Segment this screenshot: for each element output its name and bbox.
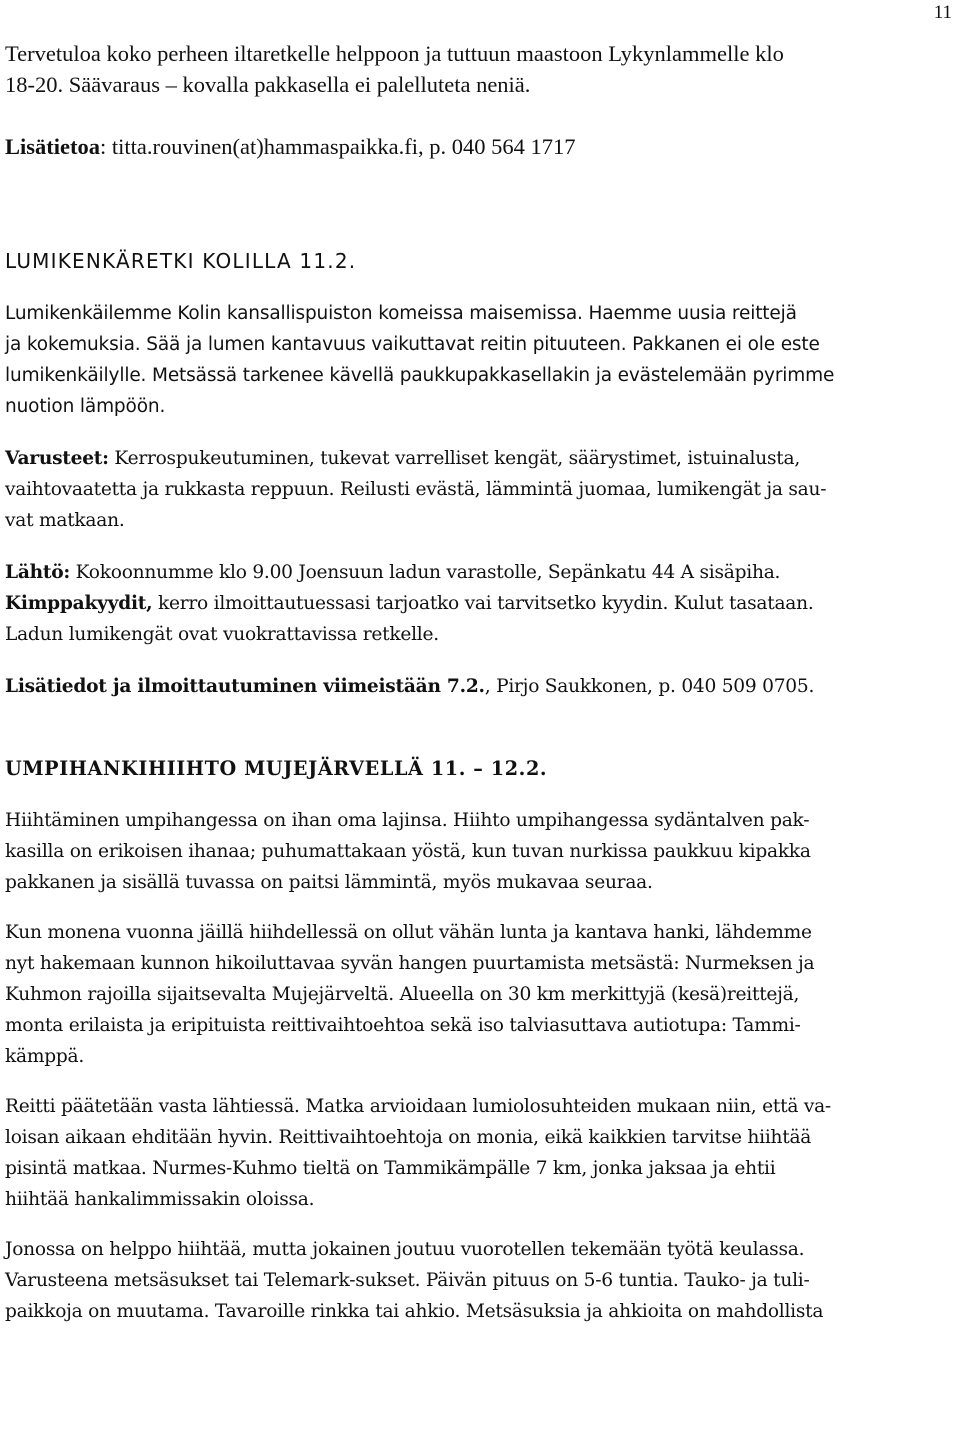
section1-paragraph xyxy=(5,298,950,422)
text-line: monta erilaista ja eripituista reittivaihtoehtoa sekä iso talviasuttava autiotupa: Tammi- xyxy=(5,1015,801,1036)
text-line: kämppä. xyxy=(5,1046,85,1067)
page-content xyxy=(5,38,950,1327)
section2-paragraph xyxy=(5,1091,950,1215)
gear-paragraph xyxy=(5,443,950,536)
registration-paragraph xyxy=(5,671,950,702)
page-number: 11 xyxy=(933,2,952,23)
text-line: Reitti päätetään vasta lähtiessä. Matka arvioidaan lumiolosuhteiden mukaan niin, että va- xyxy=(5,1096,831,1117)
departure-paragraph xyxy=(5,557,950,650)
text-line: Kuhmon rajoilla sijaitsevalta Mujejärveltä. Alueella on 30 km merkittyjä (kesä)reittejä, xyxy=(5,984,800,1005)
text-line: Kun monena vuonna jäillä hiihdellessä on ollut vähän lunta ja kantava hanki, lähdemme xyxy=(5,922,812,943)
text-line: Lumikenkäilemme Kolin kansallispuiston komeissa maisemissa. Haemme uusia reittejä xyxy=(5,303,797,324)
registration-text: , Pirjo Saukkonen, p. 040 509 0705. xyxy=(484,676,815,697)
text-line: nyt hakemaan kunnon hikoiluttavaa syvän hangen puurtamista metsästä: Nurmeksen ja xyxy=(5,953,815,974)
section2-paragraph xyxy=(5,917,950,1072)
section-heading-lumikenkaretki: LUMIKENKÄRETKI KOLILLA 11.2. xyxy=(5,249,357,273)
intro-line: 18-20. Säävaraus – kovalla pakkasella ei palelluteta neniä. xyxy=(5,72,531,97)
contact-label: Lisätietoa xyxy=(5,134,100,159)
text-line: pakkanen ja sisällä tuvassa on paitsi lämmintä, myös mukavaa seuraa. xyxy=(5,872,653,893)
text-line: ja kokemuksia. Sää ja lumen kantavuus vaikuttavat reitin pituuteen. Pakkanen ei ole este xyxy=(5,334,820,355)
gear-label: Varusteet: xyxy=(5,448,109,469)
text-line: Varusteena metsäsukset tai Telemark-sukset. Päivän pituus on 5-6 tuntia. Tauko- ja tuli- xyxy=(5,1270,810,1291)
text-line: Jonossa on helppo hiihtää, mutta jokainen joutuu vuorotellen tekemään työtä keulassa. xyxy=(5,1239,805,1260)
registration-label: Lisätiedot ja ilmoittautuminen viimeistään 7.2. xyxy=(5,676,485,697)
text-line: lumikenkäilylle. Metsässä tarkenee kävellä paukkupakkasellakin ja evästelemään pyrimme xyxy=(5,365,835,386)
text-line: Kerrospukeutuminen, tukevat varrelliset kengät, säärystimet, istuinalusta, xyxy=(108,448,800,469)
text-line: nuotion lämpöön. xyxy=(5,396,166,417)
rental-text: Ladun lumikengät ovat vuokrattavissa retkelle. xyxy=(5,624,439,645)
intro-line: Tervetuloa koko perheen iltaretkelle helppoon ja tuttuun maastoon Lykynlammelle klo xyxy=(5,41,784,66)
section-heading-umpihankihiihto: UMPIHANKIHIIHTO MUJEJÄRVELLÄ 11. – 12.2. xyxy=(5,757,548,780)
departure-label: Lähtö: xyxy=(5,562,70,583)
intro-text xyxy=(5,38,950,100)
carpool-text: kerro ilmoittautuessasi tarjoatko vai tarvitsetko kyydin. Kulut tasataan. xyxy=(152,593,814,614)
text-line: vat matkaan. xyxy=(5,510,125,531)
text-line: hiihtää hankalimmissakin oloissa. xyxy=(5,1189,315,1210)
text-line: kasilla on erikoisen ihanaa; puhumattakaan yöstä, kun tuvan nurkissa paukkuu kipakka xyxy=(5,841,811,862)
carpool-label: Kimppakyydit, xyxy=(5,593,153,614)
departure-text: Kokoonnumme klo 9.00 Joensuun ladun varastolle, Sepänkatu 44 A sisäpiha. xyxy=(70,562,781,583)
intro-contact xyxy=(5,131,950,162)
text-line: loisan aikaan ehditään hyvin. Reittivaihtoehtoja on monia, eikä kaikkien tarvitse hiihtää xyxy=(5,1127,812,1148)
text-line: vaihtovaatetta ja rukkasta reppuun. Reilusti evästä, lämmintä juomaa, lumikengät ja sau- xyxy=(5,479,827,500)
text-line: paikkoja on muutama. Tavaroille rinkka tai ahkio. Metsäsuksia ja ahkioita on mahdollista xyxy=(5,1301,824,1322)
text-line: pisintä matkaa. Nurmes-Kuhmo tieltä on Tammikämpälle 7 km, jonka jaksaa ja ehtii xyxy=(5,1158,776,1179)
section2-paragraph xyxy=(5,805,950,898)
text-line: Hiihtäminen umpihangessa on ihan oma lajinsa. Hiihto umpihangessa sydäntalven pak- xyxy=(5,810,810,831)
section2-paragraph xyxy=(5,1234,950,1327)
contact-text: : titta.rouvinen(at)hammaspaikka.fi, p. 040 564 1717 xyxy=(100,134,576,159)
